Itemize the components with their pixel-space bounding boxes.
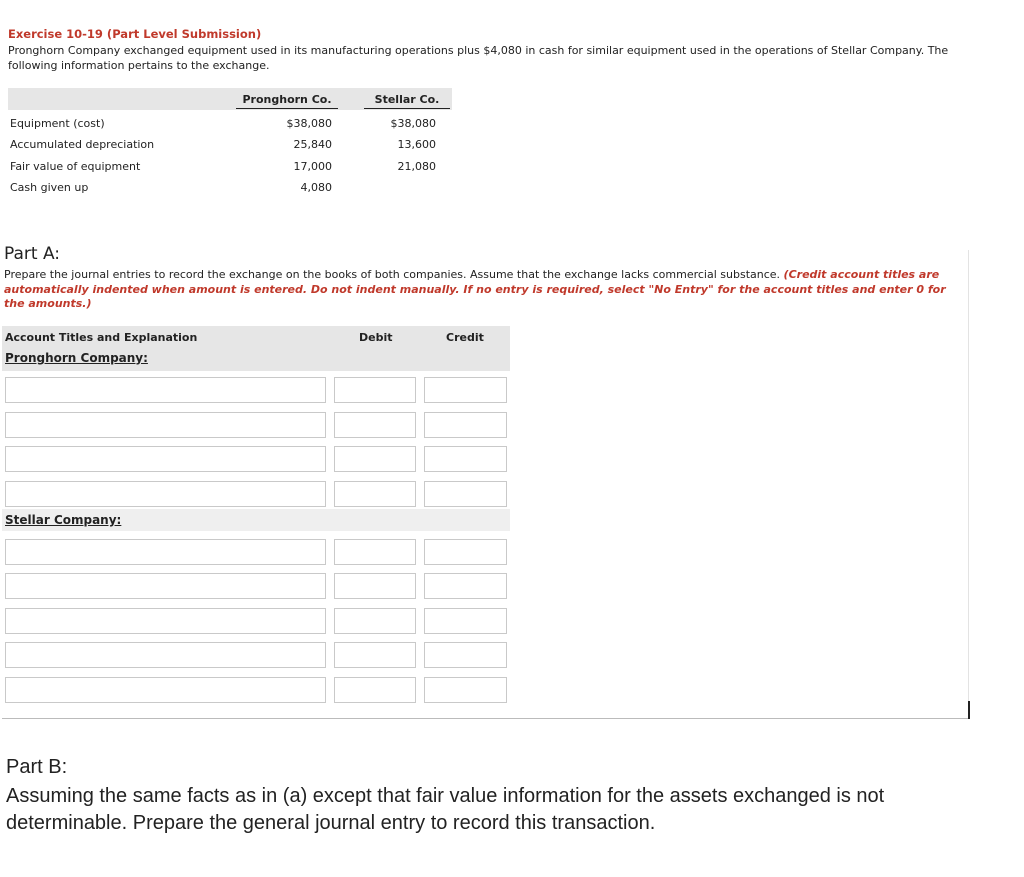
account-title-input[interactable] — [5, 412, 326, 438]
credit-input[interactable] — [424, 608, 507, 634]
info-row-value-pronghorn: 25,840 — [293, 138, 332, 151]
account-title-input[interactable] — [5, 642, 326, 668]
info-row-value-pronghorn: $38,080 — [286, 117, 332, 130]
info-row-value-stellar: $38,080 — [390, 117, 436, 130]
info-row-value-stellar: 13,600 — [397, 138, 436, 151]
part-b-text: Assuming the same facts as in (a) except that fair value information for the assets exchanged is not determinable. Prepare the general journal entry to record this transaction. — [6, 785, 885, 834]
account-title-input[interactable] — [5, 677, 326, 703]
company-stellar-link[interactable]: Stellar Company: — [5, 513, 122, 527]
debit-input[interactable] — [334, 446, 416, 472]
part-a-heading: Part A: — [4, 244, 61, 264]
part-a-red-instruction: (Credit account titles are automatically indented when amount is entered. Do not indent manually. If no entry is required, select "No Entry" for the account titles and enter 0 for the amounts.) — [4, 268, 946, 310]
debit-input[interactable] — [334, 377, 416, 403]
debit-input[interactable] — [334, 539, 416, 565]
journal-col-credit: Credit — [446, 331, 484, 344]
debit-input[interactable] — [334, 608, 416, 634]
account-title-input[interactable] — [5, 539, 326, 565]
credit-input[interactable] — [424, 642, 507, 668]
info-row-value-pronghorn: 4,080 — [300, 181, 332, 194]
info-col-pronghorn: Pronghorn Co. — [236, 93, 338, 109]
part-a-instruction-text: Prepare the journal entries to record the exchange on the books of both companies. Assume that the exchange lacks commercial substance. — [4, 268, 781, 281]
part-b-heading: Part B: — [6, 756, 68, 778]
debit-input[interactable] — [334, 573, 416, 599]
exercise-intro: Pronghorn Company exchanged equipment used in its manufacturing operations plus $4,080 in cash for similar equipment used in the operations of Stellar Company. The following information pertains to the exchange. — [8, 44, 949, 72]
info-row-value-pronghorn: 17,000 — [293, 160, 332, 173]
journal-col-account: Account Titles and Explanation — [5, 331, 198, 344]
credit-input[interactable] — [424, 539, 507, 565]
credit-input[interactable] — [424, 573, 507, 599]
account-title-input[interactable] — [5, 446, 326, 472]
info-row-label: Accumulated depreciation — [10, 138, 155, 151]
info-col-stellar: Stellar Co. — [364, 93, 450, 109]
journal-bottom-divider — [2, 718, 970, 719]
debit-input[interactable] — [334, 642, 416, 668]
credit-input[interactable] — [424, 412, 507, 438]
credit-input[interactable] — [424, 446, 507, 472]
info-row-label: Cash given up — [10, 181, 89, 194]
account-title-input[interactable] — [5, 573, 326, 599]
company-pronghorn-link[interactable]: Pronghorn Company: — [5, 351, 148, 365]
info-row-label: Equipment (cost) — [10, 117, 105, 130]
account-title-input[interactable] — [5, 481, 326, 507]
part-a-instructions — [4, 268, 964, 312]
credit-input[interactable] — [424, 677, 507, 703]
panel-end-marker — [968, 701, 970, 719]
account-title-input[interactable] — [5, 608, 326, 634]
info-row-value-stellar: 21,080 — [397, 160, 436, 173]
journal-col-debit: Debit — [359, 331, 393, 344]
debit-input[interactable] — [334, 481, 416, 507]
debit-input[interactable] — [334, 677, 416, 703]
exercise-title: Exercise 10-19 (Part Level Submission) — [8, 27, 262, 41]
account-title-input[interactable] — [5, 377, 326, 403]
info-row-label: Fair value of equipment — [10, 160, 141, 173]
debit-input[interactable] — [334, 412, 416, 438]
credit-input[interactable] — [424, 481, 507, 507]
panel-right-edge — [968, 250, 969, 718]
credit-input[interactable] — [424, 377, 507, 403]
